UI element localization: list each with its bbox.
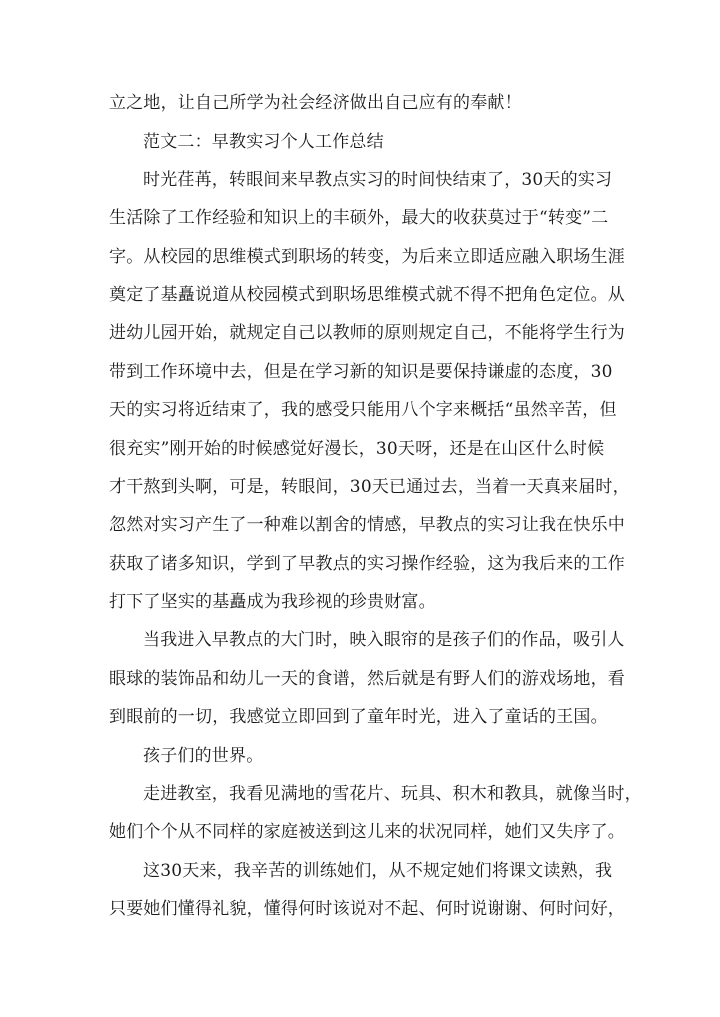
- paragraph-2-line-11: 获取了诸多知识，学到了早教点的实习操作经验，这为我后来的工作: [109, 554, 625, 574]
- paragraph-2-line-12: 打下了坚实的基矗成为我珍视的珍贵财富。: [109, 592, 436, 612]
- paragraph-6-line-2: 只要她们懂得礼貌，懂得何时该说对不起、何时说谢谢、何时问好，: [109, 899, 625, 919]
- paragraph-2-line-10: 忽然对实习产生了一种难以割舍的情感，早教点的实习让我在快乐中: [109, 515, 625, 535]
- paragraph-5-line-2: 她们个个从不同样的家庭被送到这儿来的状况同样，她们又失序了。: [109, 822, 625, 842]
- paragraph-2-line-4: 奠定了基矗说道从校园模式到职场思维模式就不得不把角色定位。从: [109, 285, 625, 305]
- paragraph-2-line-2: 生活除了工作经验和知识上的丰硕外，最大的收获莫过于“转变”二: [109, 208, 609, 228]
- paragraph-3-line-3: 到眼前的一切，我感觉立即回到了童年时光，进入了童话的王国。: [109, 707, 608, 727]
- paragraph-6-line-1: 这30天来，我辛苦的训练她们，从不规定她们将课文读熟，我: [143, 861, 613, 881]
- paragraph-1-line-1: 立之地，让自己所学为社会经济做出自己应有的奉献！: [109, 93, 522, 113]
- paragraph-3-line-2: 眼球的装饰品和幼儿一天的食谱，然后就是有野人们的游戏场地，看: [109, 669, 625, 689]
- paragraph-3-line-1: 当我进入早教点的大门时，映入眼帘的是孩子们的作品，吸引人: [143, 630, 625, 650]
- paragraph-5-line-1: 走进教室，我看见满地的雪花片、玩具、积木和教具，就像当时，: [143, 784, 642, 804]
- paragraph-2-line-1: 时光荏苒，转眼间来早教点实习的时间快结束了，30天的实习: [143, 170, 613, 190]
- paragraph-2-line-7: 天的实习将近结束了，我的感受只能用八个字来概括“虽然辛苦，但: [109, 400, 617, 420]
- paragraph-2-line-6: 带到工作环境中去，但是在学习新的知识是要保持谦虚的态度，30: [109, 362, 613, 382]
- paragraph-2-line-9: 才干熬到头啊，可是，转眼间，30天已通过去，当着一天真来届时，: [109, 477, 630, 497]
- section-heading: 范文二：早教实习个人工作总结: [143, 132, 384, 152]
- paragraph-2-line-3: 字。从校园的思维模式到职场的转变，为后来立即适应融入职场生涯: [109, 247, 625, 267]
- paragraph-2-line-8: 很充实”刚开始的时候感觉好漫长，30天呀，还是在山区什么时候: [109, 439, 605, 459]
- paragraph-2-line-5: 进幼儿园开始，就规定自己以教师的原则规定自己，不能将学生行为: [109, 323, 625, 343]
- paragraph-4-line-1: 孩子们的世界。: [143, 746, 264, 766]
